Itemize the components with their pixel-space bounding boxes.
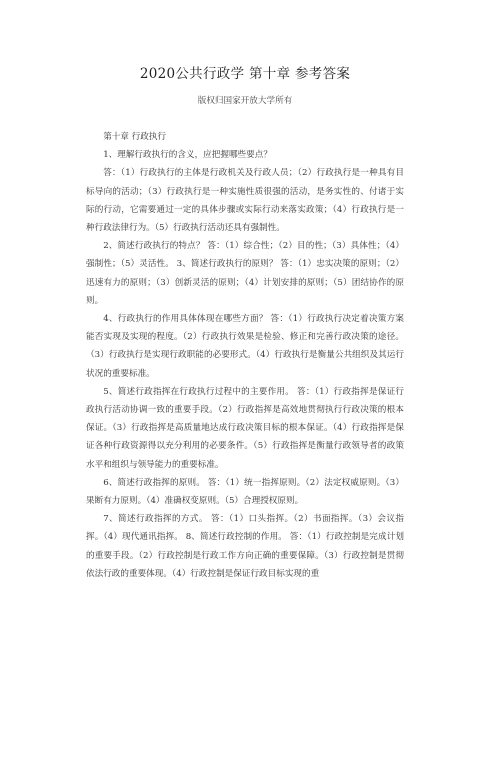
copyright-notice: 版权归国家开放大学所有 xyxy=(197,96,293,106)
question-answer-4: 4、行政执行的作用具体体现在哪些方面？ 答：（1）行政执行决定着决策方案能否实现及实现的程度。（2）行政执行效果是检验、修正和完善行政决策的途径。（3）行政执行是实现行政职能的必要形式。（4）行政执行是衡量公共组织及其运行状况的重要标准。 xyxy=(86,314,404,379)
question-answer-5: 5、简述行政指挥在行政执行过程中的主要作用。 答：（1）行政指挥是保证行政执行活动协调一致的重要手段。（2）行政指挥是高效地贯彻执行行政决策的根本保证。（3）行政指挥是高质量地达成行政决策目标的根本保证。（4）行政指挥是保证各种行政资源得以充分利用的必要条件。（5）行政指挥是衡量行政领导者的政策水平和组织与领导能力的重要标准。 xyxy=(86,386,404,470)
question-answer-2-3: 2、简述行政执行的特点？ 答：（1）综合性；（2）目的性；（3）具体性；（4）强制性；（5）灵活性。 3、简述行政执行的原则？ 答：（1）忠实决策的原则；（2）迅速有力的原则；（3）创新灵活的原则；（4）计划安排的原则；（5）团结协作的原则。 xyxy=(86,241,404,306)
answer-1: 答：（1）行政执行的主体是行政机关及行政人员；（2）行政执行是一种具有目标导向的活动；（3）行政执行是一种实施性质很强的活动，是务实性的、付诸于实际的行动，它需要通过一定的具体步骤或实际行动来落实政策；（4）行政执行是一种行政法律行为。（5）行政执行活动还具有强制性。 xyxy=(86,168,404,234)
document-page xyxy=(0,64,496,766)
document-title: 2020公共行政学 第十章 参考答案 xyxy=(139,66,351,82)
chapter-heading: 第十章 行政执行 xyxy=(103,132,167,142)
document-body xyxy=(86,128,404,583)
question-answer-7-8: 7、简述行政指挥的方式。 答：（1）口头指挥。（2）书面指挥。（3）会议指挥。（4）现代通讯指挥。 8、简述行政控制的作用。 答：（1）行政控制是完成计划的重要手段。（2）行政控制是行政工作方向正确的重要保障。（3）行政控制是贯彻依法行政的重要体现。（4）行政控制是保证行政目标实现的重 xyxy=(86,514,404,579)
question-1: 1、理解行政执行的含义，应把握哪些要点？ xyxy=(103,150,272,161)
question-answer-6: 6、简述行政指挥的原则。 答：（1）统一指挥原则。（2）法定权威原则。（3）果断有力原则。（4）准确权变原则。（5）合理授权原则。 xyxy=(86,477,404,507)
